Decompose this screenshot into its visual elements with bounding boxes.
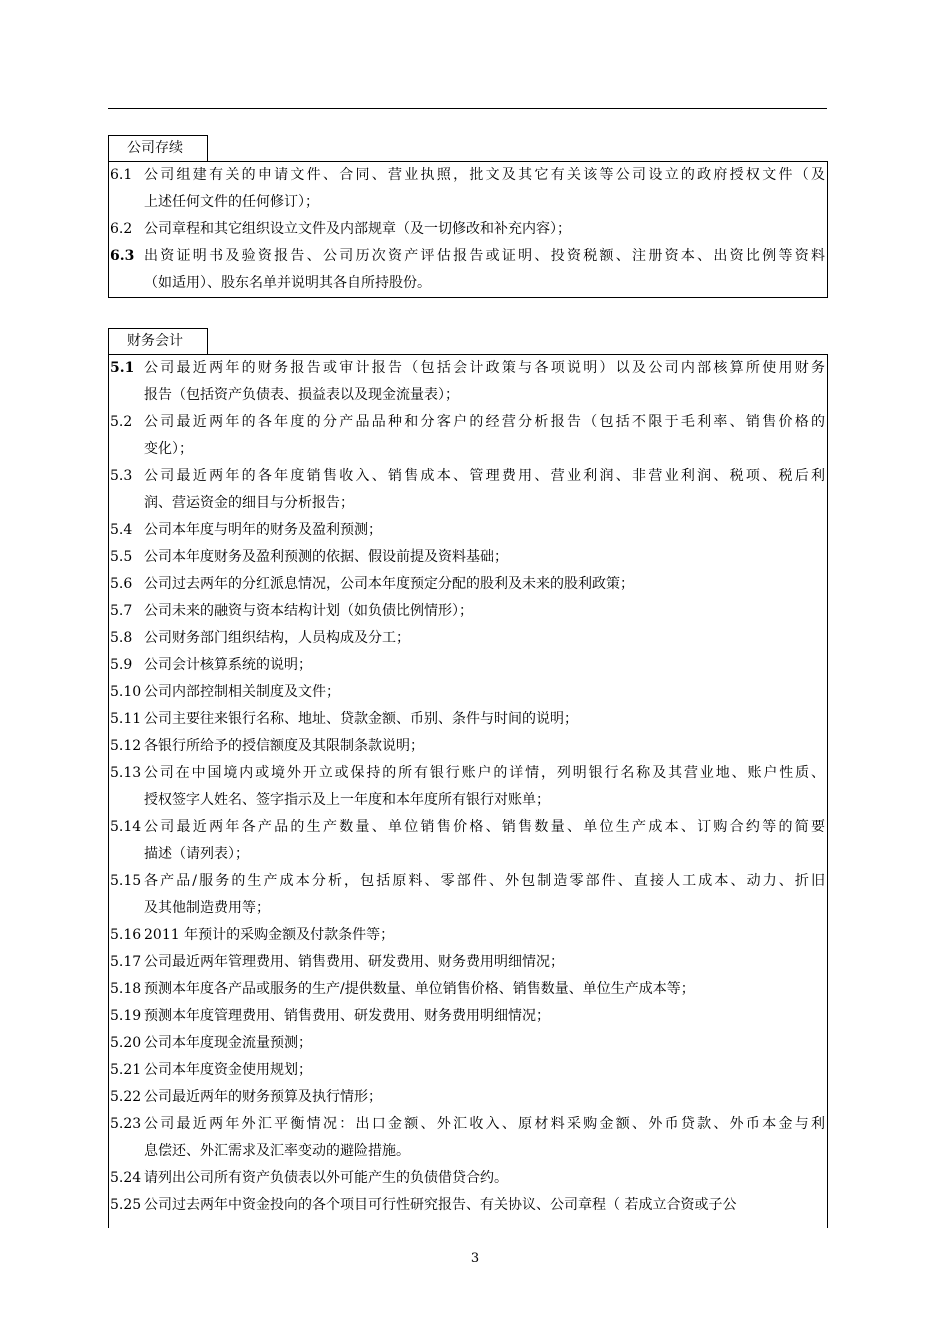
page-number: 3 (470, 1251, 480, 1266)
item-text (144, 1165, 827, 1192)
list-item (109, 1165, 827, 1192)
item-number: 5.15 (110, 873, 142, 889)
list-item (109, 868, 827, 922)
item-text (144, 1003, 827, 1030)
item-text-line: 授权签字人姓名、签字指示及上一年度和本年度所有银行对账单； (144, 792, 550, 808)
list-item (109, 463, 827, 517)
list-item (109, 1192, 827, 1219)
item-number: 5.5 (110, 549, 133, 565)
item-text-line: 变化）； (144, 441, 193, 457)
list-item (109, 216, 827, 243)
item-number: 5.11 (110, 711, 142, 727)
item-text-line: 上述任何文件的任何修订）； (144, 194, 319, 210)
item-text (144, 463, 827, 517)
item-text-line: （如适用）、股东名单并说明其各自所持股份。 (144, 275, 431, 291)
item-text-line: 预测本年度管理费用、销售费用、研发费用、财务费用明细情况； (144, 1008, 550, 1024)
item-text-line: 出资证明书及验资报告、公司历次资产评估报告或证明、投资税额、注册资本、出资比例等资料 (144, 248, 825, 264)
list-item (109, 679, 827, 706)
item-text-line: 报告（包括资产负债表、损益表以及现金流量表）； (144, 387, 459, 403)
list-item (109, 1003, 827, 1030)
item-text (144, 922, 827, 949)
item-text (144, 1111, 827, 1165)
item-text (144, 868, 827, 922)
item-text (144, 571, 827, 598)
item-text-line: 公司组建有关的申请文件、合同、营业执照，批文及其它有关该等公司设立的政府授权文件（及 (144, 167, 825, 183)
item-text (144, 1192, 827, 1219)
item-text-line: 公司主要往来银行名称、地址、贷款金额、币别、条件与时间的说明； (144, 711, 578, 727)
item-text (144, 733, 827, 760)
item-text-line: 公司在中国境内或境外开立或保持的所有银行账户的详情，列明银行名称及其营业地、账户性质、 (144, 765, 825, 781)
item-text (144, 814, 827, 868)
section-company-existence (108, 161, 828, 298)
item-number: 5.13 (110, 765, 142, 781)
section-finance-accounting (108, 354, 828, 1228)
item-number: 5.4 (110, 522, 133, 538)
list-item (109, 1084, 827, 1111)
item-text (144, 598, 827, 625)
item-number: 5.3 (110, 468, 133, 484)
item-number: 5.2 (110, 414, 133, 430)
item-number: 6.1 (110, 167, 133, 183)
list-item (109, 409, 827, 463)
section-title-company-existence: 公司存续 (108, 135, 208, 161)
item-text (144, 162, 827, 216)
list-item (109, 733, 827, 760)
item-number: 5.24 (110, 1170, 142, 1186)
item-text-line: 各产品/服务的生产成本分析，包括原料、零部件、外包制造零部件、直接人工成本、动力、折旧 (144, 873, 825, 889)
item-number: 5.14 (110, 819, 142, 835)
item-text (144, 517, 827, 544)
list-item (109, 625, 827, 652)
item-text (144, 949, 827, 976)
list-item (109, 760, 827, 814)
list-item (109, 1057, 827, 1084)
list-item (109, 1030, 827, 1057)
item-number: 5.19 (110, 1008, 142, 1024)
item-text (144, 355, 827, 409)
item-text-line: 公司未来的融资与资本结构计划（如负债比例情形）； (144, 603, 473, 619)
item-text (144, 652, 827, 679)
item-text (144, 1030, 827, 1057)
list-item (109, 652, 827, 679)
item-text (144, 409, 827, 463)
item-text-line: 公司章程和其它组织设立文件及内部规章（及一切修改和补充内容）； (144, 221, 571, 237)
item-number: 5.10 (110, 684, 142, 700)
item-text (144, 760, 827, 814)
item-number: 5.23 (110, 1116, 142, 1132)
item-number: 5.12 (110, 738, 142, 754)
item-number: 5.25 (110, 1197, 142, 1213)
list-item (109, 544, 827, 571)
item-text (144, 1057, 827, 1084)
section-title-finance-accounting: 财务会计 (108, 328, 208, 354)
list-item (109, 517, 827, 544)
list-item (109, 949, 827, 976)
item-number: 5.1 (110, 360, 135, 376)
item-number: 5.22 (110, 1089, 142, 1105)
item-text (144, 625, 827, 652)
item-text-line: 公司最近两年外汇平衡情况：出口金额、外汇收入、原材料采购金额、外币贷款、外币本金与利 (144, 1116, 825, 1132)
item-number: 5.16 (110, 927, 142, 943)
item-text-line: 及其他制造费用等； (144, 900, 270, 916)
list-item (109, 598, 827, 625)
item-text-line: 公司会计核算系统的说明； (144, 657, 312, 673)
item-text-line: 预测本年度各产品或服务的生产/提供数量、单位销售价格、销售数量、单位生产成本等； (144, 981, 695, 997)
item-text-line: 公司最近两年的各年度销售收入、销售成本、管理费用、营业利润、非营业利润、税项、税后利 (144, 468, 825, 484)
item-text (144, 976, 827, 1003)
item-text (144, 243, 827, 297)
item-text (144, 679, 827, 706)
item-text-line: 公司过去两年的分红派息情况，公司本年度预定分配的股利及未来的股利政策； (144, 576, 634, 592)
item-text-line: 息偿还、外汇需求及汇率变动的避险措施。 (144, 1143, 410, 1159)
list-item (109, 976, 827, 1003)
list-item (109, 355, 827, 409)
item-text (144, 544, 827, 571)
list-item (109, 243, 827, 297)
item-text-line: 润、营运资金的细目与分析报告； (144, 495, 354, 511)
list-item (109, 922, 827, 949)
item-text-line: 公司最近两年的财务预算及执行情形； (144, 1089, 382, 1105)
item-number: 5.18 (110, 981, 142, 997)
item-number: 5.21 (110, 1062, 142, 1078)
list-item (109, 162, 827, 216)
list-item (109, 1111, 827, 1165)
item-text-line: 公司财务部门组织结构，人员构成及分工； (144, 630, 410, 646)
item-number: 5.17 (110, 954, 142, 970)
list-item (109, 814, 827, 868)
item-number: 6.3 (110, 248, 135, 264)
item-number: 5.9 (110, 657, 133, 673)
item-text-line: 公司内部控制相关制度及文件； (144, 684, 340, 700)
item-number: 5.20 (110, 1035, 142, 1051)
item-text-line: 公司本年度与明年的财务及盈利预测； (144, 522, 382, 538)
item-text-line: 公司本年度现金流量预测； (144, 1035, 312, 1051)
item-text-line: 2011 年预计的采购金额及付款条件等； (144, 927, 395, 943)
item-text-line: 公司最近两年的财务报告或审计报告（包括会计政策与各项说明）以及公司内部核算所使用财务 (144, 360, 825, 376)
item-number: 6.2 (110, 221, 133, 237)
header-rule (108, 108, 827, 109)
item-text-line: 公司本年度财务及盈利预测的依据、假设前提及资料基础； (144, 549, 508, 565)
item-number: 5.7 (110, 603, 133, 619)
item-text-line: 公司最近两年各产品的生产数量、单位销售价格、销售数量、单位生产成本、订购合约等的简要 (144, 819, 825, 835)
item-text-line: 公司本年度资金使用规划； (144, 1062, 312, 1078)
item-text (144, 706, 827, 733)
list-item (109, 571, 827, 598)
item-text (144, 216, 827, 243)
item-text-line: 公司最近两年管理费用、销售费用、研发费用、财务费用明细情况； (144, 954, 564, 970)
item-text-line: 描述（请列表）； (144, 846, 249, 862)
item-number: 5.8 (110, 630, 133, 646)
item-text (144, 1084, 827, 1111)
item-text-line: 各银行所给予的授信额度及其限制条款说明； (144, 738, 424, 754)
item-text-line: 公司最近两年的各年度的分产品品种和分客户的经营分析报告（包括不限于毛利率、销售价格的 (144, 414, 825, 430)
item-text-line: 公司过去两年中资金投向的各个项目可行性研究报告、有关协议、公司章程（ 若成立合资或子公 (144, 1197, 737, 1213)
item-text-line: 请列出公司所有资产负债表以外可能产生的负债借贷合约。 (144, 1170, 508, 1186)
item-number: 5.6 (110, 576, 133, 592)
list-item (109, 706, 827, 733)
